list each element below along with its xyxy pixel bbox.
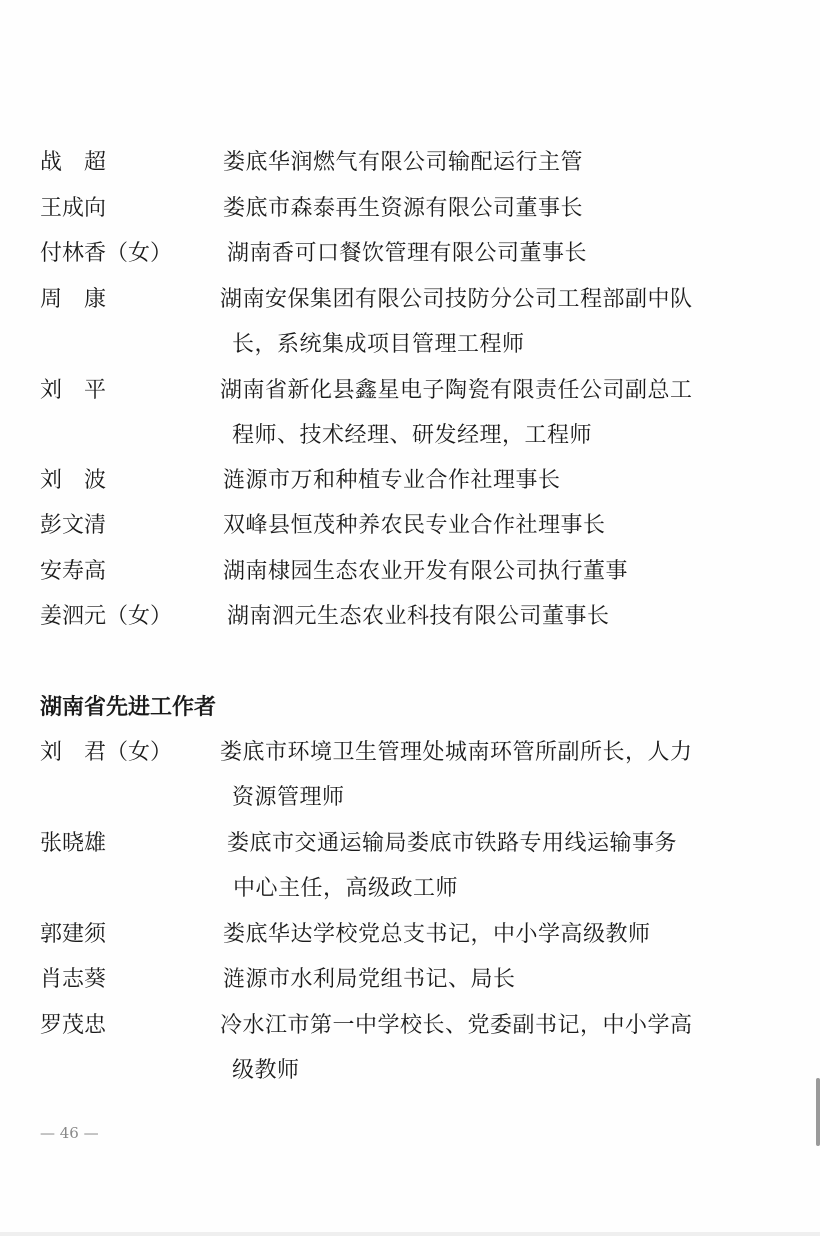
person-title: [220, 730, 730, 820]
list-item: [40, 277, 730, 357]
person-name: 刘 波: [40, 468, 107, 493]
person-title-line1: 娄底市环境卫生管理处城南环管所副所长，人力: [220, 740, 693, 765]
person-title: 湖南棣园生态农业开发有限公司执行董事: [223, 559, 629, 584]
list-item: [40, 368, 730, 448]
person-title-line2: 级教师: [232, 1058, 300, 1083]
section-heading: 湖南省先进工作者: [40, 695, 217, 720]
person-name: 王成向: [40, 196, 107, 221]
list-item: [40, 1003, 730, 1083]
person-title-line2: 长，系统集成项目管理工程师: [232, 332, 525, 357]
person-name: 付林香（女）: [40, 241, 173, 266]
person-title-line1: 冷水江市第一中学校长、党委副书记，中小学高: [220, 1013, 693, 1038]
list-item: [40, 821, 730, 901]
person-title-line1: 湖南省新化县鑫星电子陶瓷有限责任公司副总工: [220, 378, 693, 403]
page-number: — 46 —: [40, 1124, 99, 1142]
person-title-line2: 中心主任，高级政工师: [233, 876, 459, 901]
list-item: [40, 140, 730, 185]
person-name: 张晓雄: [40, 831, 107, 856]
person-name: 刘 君（女）: [40, 740, 173, 765]
person-name: 彭文清: [40, 513, 107, 538]
list-item: [40, 594, 730, 639]
list-item: [40, 186, 730, 231]
person-title: [227, 821, 737, 911]
person-title: 娄底市森泰再生资源有限公司董事长: [223, 196, 584, 221]
page-bottom-divider: [0, 1232, 820, 1236]
person-name: 战 超: [40, 150, 107, 175]
person-title-line2: 资源管理师: [232, 785, 345, 810]
list-item: [40, 912, 730, 957]
person-name: 周 康: [40, 287, 107, 312]
person-title: 娄底华润燃气有限公司输配运行主管: [223, 150, 584, 175]
person-title: 娄底华达学校党总支书记，中小学高级教师: [223, 922, 651, 947]
person-title: [220, 368, 730, 458]
person-title-line1: 娄底市交通运输局娄底市铁路专用线运输事务: [227, 831, 678, 856]
person-title: 湖南香可口餐饮管理有限公司董事长: [227, 241, 588, 266]
person-name: 肖志葵: [40, 967, 107, 992]
person-title: 湖南泗元生态农业科技有限公司董事长: [227, 604, 610, 629]
person-name: 姜泗元（女）: [40, 604, 173, 629]
person-name: 罗茂忠: [40, 1013, 107, 1038]
person-name: 安寿高: [40, 559, 107, 584]
list-item: [40, 458, 730, 503]
person-title: 双峰县恒茂种养农民专业合作社理事长: [223, 513, 606, 538]
person-title: [220, 277, 730, 367]
scrollbar-thumb[interactable]: [816, 1078, 820, 1146]
person-title: [220, 1003, 730, 1093]
person-title: 涟源市万和种植专业合作社理事长: [223, 468, 561, 493]
list-item: [40, 957, 730, 1002]
list-item: [40, 231, 730, 276]
person-name: 刘 平: [40, 378, 107, 403]
list-item: [40, 549, 730, 594]
list-item: [40, 730, 730, 810]
person-name: 郭建须: [40, 922, 107, 947]
person-title-line2: 程师、技术经理、研发经理，工程师: [232, 423, 593, 448]
person-title: 涟源市水利局党组书记、局长: [223, 967, 516, 992]
person-title-line1: 湖南安保集团有限公司技防分公司工程部副中队: [220, 287, 693, 312]
list-item: [40, 503, 730, 548]
